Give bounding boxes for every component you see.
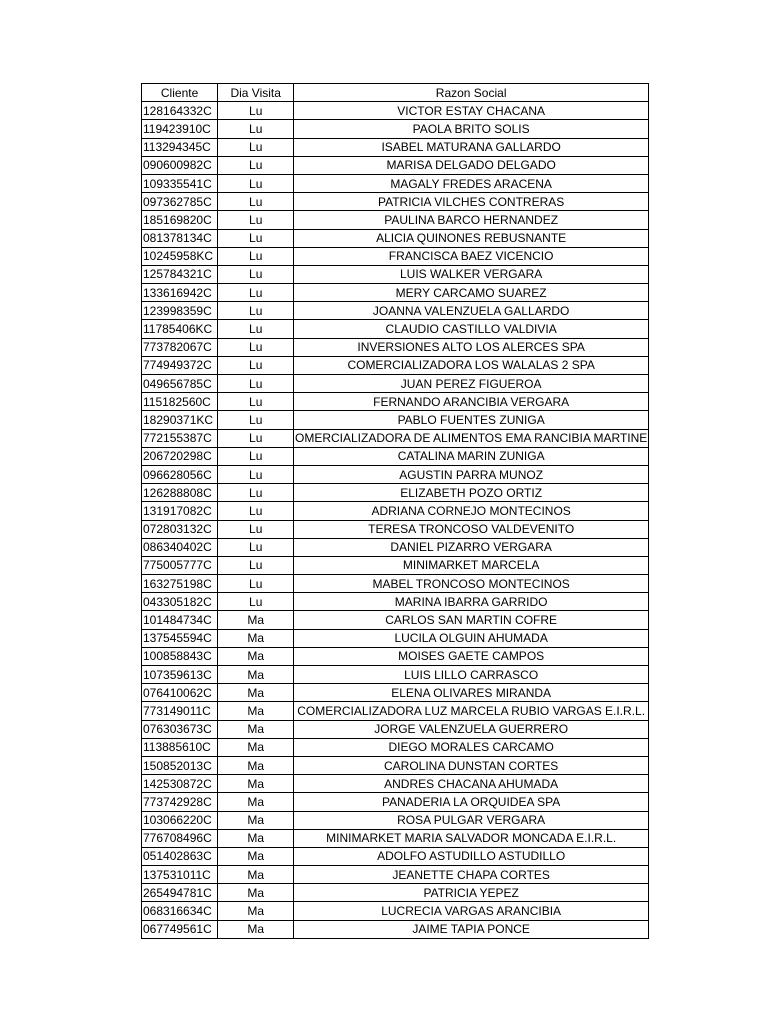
- cell-dia-visita: Lu: [218, 502, 294, 520]
- cell-dia-visita: Ma: [218, 647, 294, 665]
- table-row: [142, 720, 649, 738]
- table-row: [142, 120, 649, 138]
- table-row: [142, 502, 649, 520]
- cell-cliente: 773149011C: [142, 702, 218, 720]
- cell-razon-social: COMERCIALIZADORA LUZ MARCELA RUBIO VARGAS E.I.R.L.: [294, 702, 649, 720]
- cell-razon-social: PABLO FUENTES ZUNIGA: [294, 411, 649, 429]
- header-row: [142, 84, 649, 102]
- table-row: [142, 884, 649, 902]
- cell-cliente: 131917082C: [142, 502, 218, 520]
- table-row: [142, 411, 649, 429]
- cell-razon-social: JORGE VALENZUELA GUERRERO: [294, 720, 649, 738]
- cell-razon-social: FRANCISCA BAEZ VICENCIO: [294, 247, 649, 265]
- cell-cliente: 11785406KC: [142, 320, 218, 338]
- cell-dia-visita: Lu: [218, 302, 294, 320]
- table-row: [142, 356, 649, 374]
- table-row: [142, 338, 649, 356]
- cell-dia-visita: Ma: [218, 793, 294, 811]
- table-row: [142, 902, 649, 920]
- table-row: [142, 702, 649, 720]
- table-row: [142, 447, 649, 465]
- cell-razon-social: ISABEL MATURANA GALLARDO: [294, 138, 649, 156]
- cell-cliente: 773742928C: [142, 793, 218, 811]
- cell-cliente: 103066220C: [142, 811, 218, 829]
- table-row: [142, 284, 649, 302]
- cell-razon-social: MAGALY FREDES ARACENA: [294, 174, 649, 192]
- header-razon-social: Razon Social: [294, 84, 649, 102]
- cell-dia-visita: Lu: [218, 593, 294, 611]
- cell-dia-visita: Ma: [218, 720, 294, 738]
- table-row: [142, 756, 649, 774]
- table-row: [142, 302, 649, 320]
- table-row: [142, 102, 649, 120]
- cell-razon-social: PATRICIA YEPEZ: [294, 884, 649, 902]
- cell-cliente: 076303673C: [142, 720, 218, 738]
- cell-dia-visita: Lu: [218, 193, 294, 211]
- cell-dia-visita: Ma: [218, 684, 294, 702]
- cell-dia-visita: Lu: [218, 575, 294, 593]
- table-row: [142, 793, 649, 811]
- cell-razon-social: JUAN PEREZ FIGUEROA: [294, 375, 649, 393]
- cell-razon-social: TERESA TRONCOSO VALDEVENITO: [294, 520, 649, 538]
- cell-dia-visita: Ma: [218, 884, 294, 902]
- cell-cliente: 265494781C: [142, 884, 218, 902]
- cell-cliente: 113885610C: [142, 738, 218, 756]
- cell-razon-social: PANADERIA LA ORQUIDEA SPA: [294, 793, 649, 811]
- cell-dia-visita: Ma: [218, 629, 294, 647]
- table-row: [142, 211, 649, 229]
- cell-cliente: 150852013C: [142, 756, 218, 774]
- cell-dia-visita: Lu: [218, 465, 294, 483]
- cell-cliente: 776708496C: [142, 829, 218, 847]
- cell-dia-visita: Lu: [218, 338, 294, 356]
- cell-dia-visita: Lu: [218, 356, 294, 374]
- cell-cliente: 049656785C: [142, 375, 218, 393]
- cell-cliente: 18290371KC: [142, 411, 218, 429]
- cell-dia-visita: Ma: [218, 847, 294, 865]
- cell-dia-visita: Lu: [218, 229, 294, 247]
- table-row: [142, 611, 649, 629]
- cell-dia-visita: Lu: [218, 284, 294, 302]
- cell-cliente: 163275198C: [142, 575, 218, 593]
- cell-cliente: 043305182C: [142, 593, 218, 611]
- cell-cliente: 076410062C: [142, 684, 218, 702]
- cell-cliente: 137545594C: [142, 629, 218, 647]
- cell-dia-visita: Lu: [218, 156, 294, 174]
- cell-dia-visita: Lu: [218, 484, 294, 502]
- table-row: [142, 684, 649, 702]
- table-row: [142, 920, 649, 938]
- cell-dia-visita: Lu: [218, 120, 294, 138]
- table-row: [142, 647, 649, 665]
- cell-razon-social: CATALINA MARIN ZUNIGA: [294, 447, 649, 465]
- cell-dia-visita: Lu: [218, 138, 294, 156]
- cell-dia-visita: Lu: [218, 447, 294, 465]
- table-row: [142, 375, 649, 393]
- cell-razon-social: PATRICIA VILCHES CONTRERAS: [294, 193, 649, 211]
- cell-razon-social: ELIZABETH POZO ORTIZ: [294, 484, 649, 502]
- table-row: [142, 174, 649, 192]
- cell-cliente: 072803132C: [142, 520, 218, 538]
- cell-dia-visita: Ma: [218, 666, 294, 684]
- cell-razon-social: JEANETTE CHAPA CORTES: [294, 866, 649, 884]
- cell-razon-social: FERNANDO ARANCIBIA VERGARA: [294, 393, 649, 411]
- cell-razon-social: VICTOR ESTAY CHACANA: [294, 102, 649, 120]
- cell-cliente: 128164332C: [142, 102, 218, 120]
- table-row: [142, 465, 649, 483]
- cell-razon-social: ADRIANA CORNEJO MONTECINOS: [294, 502, 649, 520]
- cell-razon-social: ELENA OLIVARES MIRANDA: [294, 684, 649, 702]
- cell-razon-social: CARLOS SAN MARTIN COFRE: [294, 611, 649, 629]
- cell-razon-social: ALICIA QUINONES REBUSNANTE: [294, 229, 649, 247]
- cell-dia-visita: Ma: [218, 902, 294, 920]
- table-row: [142, 811, 649, 829]
- cell-razon-social: MINIMARKET MARIA SALVADOR MONCADA E.I.R.L.: [294, 829, 649, 847]
- cell-cliente: 100858843C: [142, 647, 218, 665]
- table-row: [142, 829, 649, 847]
- cell-razon-social: MARINA IBARRA GARRIDO: [294, 593, 649, 611]
- cell-dia-visita: Lu: [218, 375, 294, 393]
- cell-dia-visita: Ma: [218, 829, 294, 847]
- cell-cliente: 119423910C: [142, 120, 218, 138]
- cell-cliente: 051402863C: [142, 847, 218, 865]
- cell-razon-social: CAROLINA DUNSTAN CORTES: [294, 756, 649, 774]
- cell-dia-visita: Lu: [218, 102, 294, 120]
- cell-razon-social: LUIS WALKER VERGARA: [294, 265, 649, 283]
- cell-razon-social: MERY CARCAMO SUAREZ: [294, 284, 649, 302]
- cell-cliente: 206720298C: [142, 447, 218, 465]
- table-row: [142, 538, 649, 556]
- header-dia-visita: Dia Visita: [218, 84, 294, 102]
- cell-razon-social: JAIME TAPIA PONCE: [294, 920, 649, 938]
- cell-cliente: 774949372C: [142, 356, 218, 374]
- table-row: [142, 666, 649, 684]
- cell-cliente: 773782067C: [142, 338, 218, 356]
- table-body: [142, 102, 649, 939]
- cell-cliente: 086340402C: [142, 538, 218, 556]
- table-row: [142, 593, 649, 611]
- cell-dia-visita: Ma: [218, 738, 294, 756]
- cell-cliente: 097362785C: [142, 193, 218, 211]
- cell-dia-visita: Lu: [218, 556, 294, 574]
- cell-dia-visita: Lu: [218, 265, 294, 283]
- cell-razon-social: LUCRECIA VARGAS ARANCIBIA: [294, 902, 649, 920]
- cell-razon-social: DANIEL PIZARRO VERGARA: [294, 538, 649, 556]
- cell-cliente: 772155387C: [142, 429, 218, 447]
- cell-cliente: 142530872C: [142, 775, 218, 793]
- cell-cliente: 133616942C: [142, 284, 218, 302]
- cell-dia-visita: Ma: [218, 866, 294, 884]
- cell-razon-social: PAULINA BARCO HERNANDEZ: [294, 211, 649, 229]
- cell-razon-social: MARISA DELGADO DELGADO: [294, 156, 649, 174]
- cell-dia-visita: Ma: [218, 775, 294, 793]
- cell-dia-visita: Ma: [218, 611, 294, 629]
- cell-cliente: 113294345C: [142, 138, 218, 156]
- cell-cliente: 081378134C: [142, 229, 218, 247]
- cell-dia-visita: Ma: [218, 811, 294, 829]
- table-row: [142, 320, 649, 338]
- table-row: [142, 484, 649, 502]
- cell-dia-visita: Lu: [218, 211, 294, 229]
- cell-dia-visita: Ma: [218, 702, 294, 720]
- cell-dia-visita: Lu: [218, 520, 294, 538]
- cell-cliente: 137531011C: [142, 866, 218, 884]
- table-row: [142, 247, 649, 265]
- cell-cliente: 115182560C: [142, 393, 218, 411]
- table-row: [142, 520, 649, 538]
- cell-razon-social: OMERCIALIZADORA DE ALIMENTOS EMA RANCIBIA MARTINE: [294, 429, 649, 447]
- cell-razon-social: LUCILA OLGUIN AHUMADA: [294, 629, 649, 647]
- cell-cliente: 096628056C: [142, 465, 218, 483]
- table-row: [142, 138, 649, 156]
- cell-cliente: 067749561C: [142, 920, 218, 938]
- table-row: [142, 393, 649, 411]
- cell-razon-social: COMERCIALIZADORA LOS WALALAS 2 SPA: [294, 356, 649, 374]
- cell-dia-visita: Lu: [218, 393, 294, 411]
- table-row: [142, 738, 649, 756]
- cell-dia-visita: Ma: [218, 756, 294, 774]
- cell-cliente: 090600982C: [142, 156, 218, 174]
- table-row: [142, 156, 649, 174]
- table-row: [142, 556, 649, 574]
- cell-dia-visita: Lu: [218, 247, 294, 265]
- cell-cliente: 107359613C: [142, 666, 218, 684]
- cell-razon-social: CLAUDIO CASTILLO VALDIVIA: [294, 320, 649, 338]
- table-row: [142, 265, 649, 283]
- cell-dia-visita: Lu: [218, 320, 294, 338]
- table-row: [142, 229, 649, 247]
- cell-cliente: 125784321C: [142, 265, 218, 283]
- table-row: [142, 847, 649, 865]
- cell-cliente: 101484734C: [142, 611, 218, 629]
- cell-razon-social: JOANNA VALENZUELA GALLARDO: [294, 302, 649, 320]
- cell-cliente: 185169820C: [142, 211, 218, 229]
- cell-razon-social: MOISES GAETE CAMPOS: [294, 647, 649, 665]
- table-row: [142, 429, 649, 447]
- cell-dia-visita: Lu: [218, 429, 294, 447]
- cell-razon-social: ADOLFO ASTUDILLO ASTUDILLO: [294, 847, 649, 865]
- table-row: [142, 775, 649, 793]
- cell-cliente: 775005777C: [142, 556, 218, 574]
- cell-razon-social: MINIMARKET MARCELA: [294, 556, 649, 574]
- cell-dia-visita: Ma: [218, 920, 294, 938]
- cell-razon-social: PAOLA BRITO SOLIS: [294, 120, 649, 138]
- table-row: [142, 575, 649, 593]
- cell-dia-visita: Lu: [218, 174, 294, 192]
- cell-razon-social: DIEGO MORALES CARCAMO: [294, 738, 649, 756]
- cell-razon-social: ROSA PULGAR VERGARA: [294, 811, 649, 829]
- cell-razon-social: INVERSIONES ALTO LOS ALERCES SPA: [294, 338, 649, 356]
- clients-table: [141, 83, 649, 939]
- table-row: [142, 866, 649, 884]
- table-row: [142, 193, 649, 211]
- cell-cliente: 10245958KC: [142, 247, 218, 265]
- header-cliente: Cliente: [142, 84, 218, 102]
- cell-razon-social: MABEL TRONCOSO MONTECINOS: [294, 575, 649, 593]
- cell-cliente: 123998359C: [142, 302, 218, 320]
- cell-razon-social: ANDRES CHACANA AHUMADA: [294, 775, 649, 793]
- cell-dia-visita: Lu: [218, 538, 294, 556]
- cell-razon-social: LUIS LILLO CARRASCO: [294, 666, 649, 684]
- cell-dia-visita: Lu: [218, 411, 294, 429]
- cell-cliente: 068316634C: [142, 902, 218, 920]
- cell-cliente: 126288808C: [142, 484, 218, 502]
- table-row: [142, 629, 649, 647]
- cell-razon-social: AGUSTIN PARRA MUNOZ: [294, 465, 649, 483]
- cell-cliente: 109335541C: [142, 174, 218, 192]
